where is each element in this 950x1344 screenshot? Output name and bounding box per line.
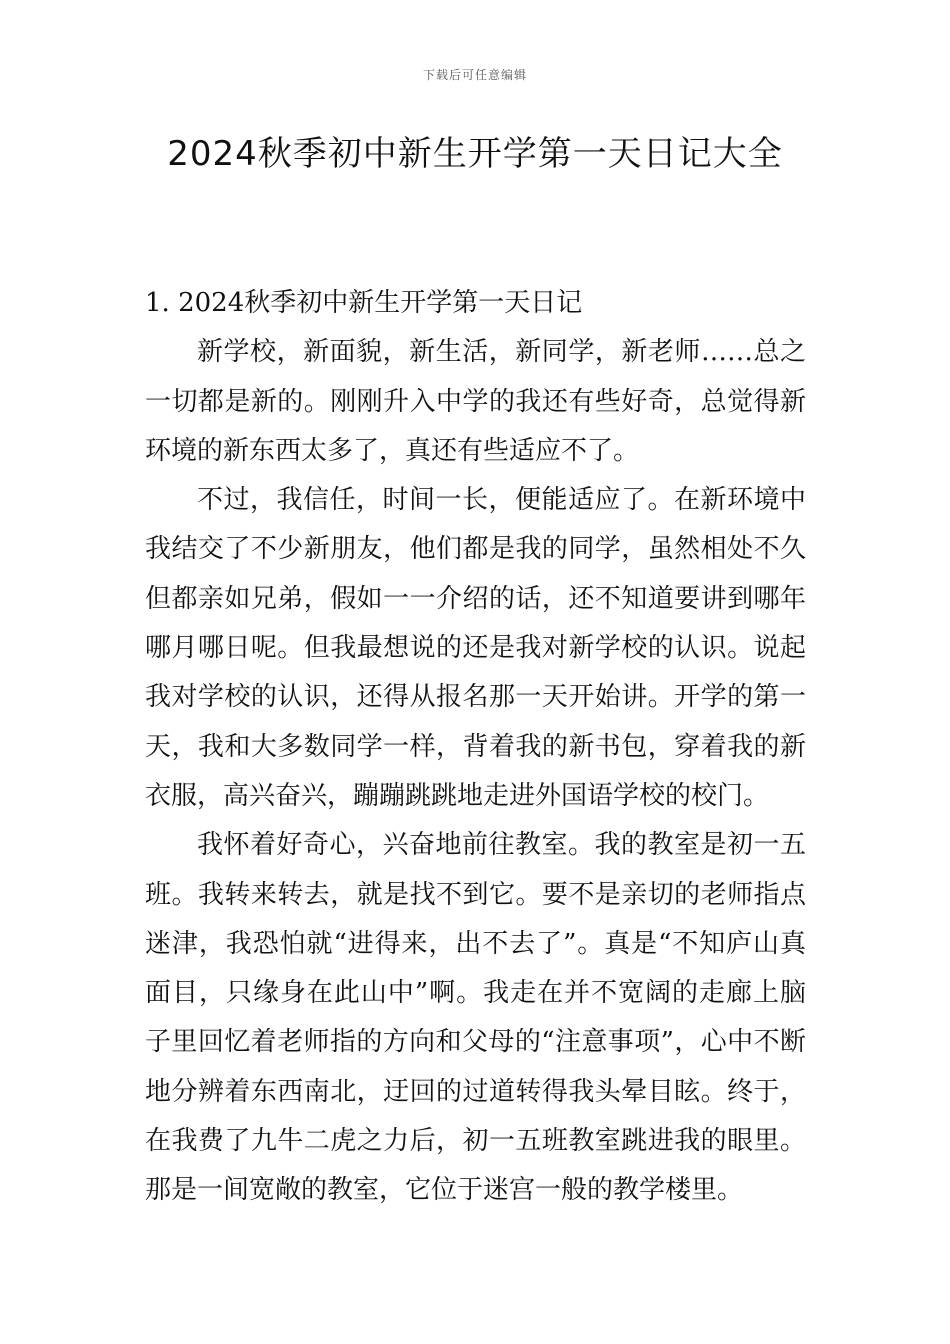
section-heading: 1. 2024秋季初中新生开学第一天日记 — [145, 288, 583, 318]
document-body — [145, 279, 806, 1216]
paragraph-2: 不过，我信任，时间一长，便能适应了。在新环境中我结交了不少新朋友，他们都是我的同学，虽然相处不久但都亲如兄弟，假如一一介绍的话，还不知道要讲到哪年哪月哪日呢。但我最想说的还是我对新学校的认识。说起我对学校的认识，还得从报名那一天开始讲。开学的第一天，我和大多数同学一样，背着我的新书包，穿着我的新衣服，高兴奋兴，蹦蹦跳跳地走进外国语学校的校门。 — [145, 485, 806, 811]
document-title: 2024秋季初中新生开学第一天日记大全 — [167, 134, 783, 174]
header-note: 下载后可任意编辑 — [422, 68, 527, 82]
paragraph-1: 新学校，新面貌，新生活，新同学，新老师……总之一切都是新的。刚刚升入中学的我还有些好奇，总觉得新环境的新东西太多了，真还有些适应不了。 — [145, 337, 806, 466]
paragraph-3: 我怀着好奇心，兴奋地前往教室。我的教室是初一五班。我转来转去，就是找不到它。要不是亲切的老师指点迷津，我恐怕就“进得来，出不去了”。真是“不知庐山真面目，只缘身在此山中”啊。我走在并不宽阔的走廊上脑子里回忆着老师指的方向和父母的“注意事项”，心中不断地分辨着东西南北，迂回的过道转得我头晕目眩。终于，在我费了九牛二虎之力后，初一五班教室跳进我的眼里。那是一间宽敞的教室，它位于迷宫一般的教学楼里。 — [145, 830, 806, 1206]
